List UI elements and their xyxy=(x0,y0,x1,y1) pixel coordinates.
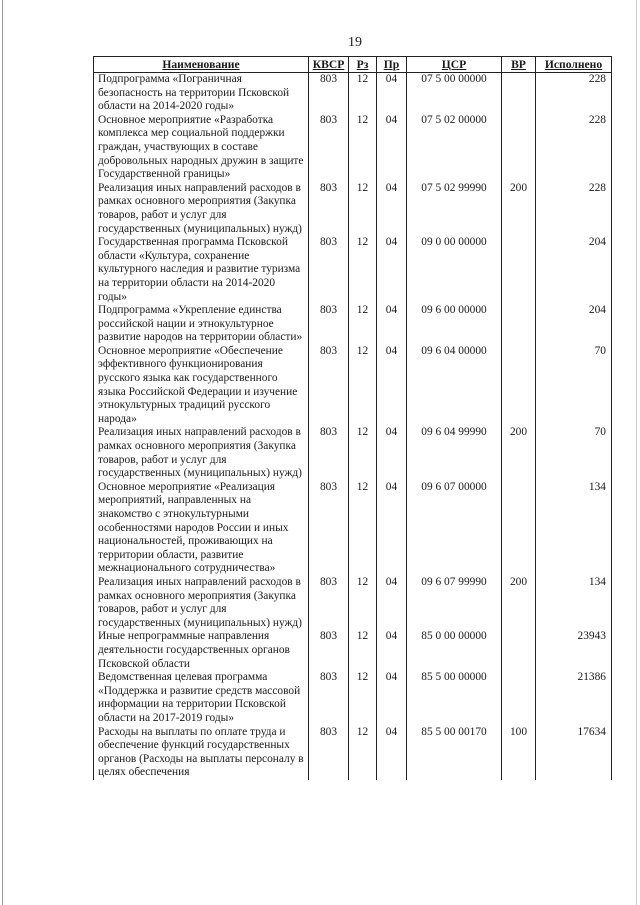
header-pr: Пр xyxy=(377,57,407,73)
cell-rz: 12 xyxy=(349,304,377,345)
cell-pr: 04 xyxy=(377,182,407,236)
cell-kvsr: 803 xyxy=(309,304,349,345)
table-row xyxy=(94,73,612,114)
cell-pr: 04 xyxy=(377,576,407,630)
cell-vr xyxy=(502,345,536,427)
cell-csr: 09 6 00 00000 xyxy=(407,304,502,345)
cell-kvsr: 803 xyxy=(309,630,349,671)
cell-vr xyxy=(502,630,536,671)
cell-amount: 134 xyxy=(536,576,612,630)
header-name: Наименование xyxy=(94,57,309,73)
cell-csr: 07 5 00 00000 xyxy=(407,73,502,114)
scan-edge-right xyxy=(636,0,637,905)
cell-csr: 07 5 02 00000 xyxy=(407,114,502,182)
cell-vr xyxy=(502,481,536,576)
cell-pr: 04 xyxy=(377,304,407,345)
cell-amount: 17634 xyxy=(536,726,612,780)
cell-csr: 09 6 04 00000 xyxy=(407,345,502,427)
cell-name: Реализация иных направлений расходов в рамках основного мероприятия (Закупка товаров, работ и услуг для государственных (муниципальных) нужд) xyxy=(94,576,309,630)
cell-pr: 04 xyxy=(377,630,407,671)
header-rz: Рз xyxy=(349,57,377,73)
table-row xyxy=(94,630,612,671)
cell-pr: 04 xyxy=(377,114,407,182)
cell-rz: 12 xyxy=(349,114,377,182)
table-row xyxy=(94,114,612,182)
cell-amount: 228 xyxy=(536,114,612,182)
cell-rz: 12 xyxy=(349,630,377,671)
cell-pr: 04 xyxy=(377,73,407,114)
cell-amount: 70 xyxy=(536,426,612,480)
table-header-row xyxy=(94,57,612,73)
cell-csr: 85 5 00 00170 xyxy=(407,726,502,780)
cell-name: Основное мероприятие «Обеспечение эффективного функционирования русского языка как государственного языка Российской Федерации и изучение этнокультурных традиций русского народа» xyxy=(94,345,309,427)
cell-name: Ведомственная целевая программа «Поддержка и развитие средств массовой информации на территории Псковской области на 2017-2019 годы» xyxy=(94,671,309,725)
cell-kvsr: 803 xyxy=(309,426,349,480)
cell-kvsr: 803 xyxy=(309,726,349,780)
cell-amount: 70 xyxy=(536,345,612,427)
cell-csr: 09 0 00 00000 xyxy=(407,236,502,304)
cell-name: Основное мероприятие «Разработка комплекса мер социальной поддержки граждан, участвующих в составе добровольных народных дружин в защите Государственной границы» xyxy=(94,114,309,182)
cell-vr xyxy=(502,236,536,304)
cell-csr: 07 5 02 99990 xyxy=(407,182,502,236)
cell-name: Подпрограмма «Укрепление единства российской нации и этнокультурное развитие народов на территории области» xyxy=(94,304,309,345)
cell-kvsr: 803 xyxy=(309,114,349,182)
cell-pr: 04 xyxy=(377,671,407,725)
cell-csr: 09 6 07 00000 xyxy=(407,481,502,576)
cell-csr: 85 0 00 00000 xyxy=(407,630,502,671)
cell-amount: 21386 xyxy=(536,671,612,725)
table-row xyxy=(94,426,612,480)
table-row xyxy=(94,236,612,304)
cell-rz: 12 xyxy=(349,671,377,725)
cell-kvsr: 803 xyxy=(309,73,349,114)
table-row xyxy=(94,671,612,725)
header-kvsr: КВСР xyxy=(309,57,349,73)
cell-kvsr: 803 xyxy=(309,182,349,236)
table-body xyxy=(94,73,612,780)
cell-vr: 200 xyxy=(502,576,536,630)
cell-vr: 200 xyxy=(502,426,536,480)
cell-rz: 12 xyxy=(349,426,377,480)
cell-name: Реализация иных направлений расходов в рамках основного мероприятия (Закупка товаров, работ и услуг для государственных (муниципальных) нужд) xyxy=(94,182,309,236)
table-row xyxy=(94,304,612,345)
cell-rz: 12 xyxy=(349,576,377,630)
table-row xyxy=(94,481,612,576)
cell-name: Основное мероприятие «Реализация мероприятий, направленных на знакомство с этнокультурными особенностями народов России и иных национальностей, проживающих на территории области, развитие межнационального сотрудничества» xyxy=(94,481,309,576)
cell-vr xyxy=(502,114,536,182)
table-row xyxy=(94,182,612,236)
cell-amount: 228 xyxy=(536,182,612,236)
budget-table xyxy=(93,56,612,780)
cell-amount: 204 xyxy=(536,236,612,304)
cell-vr xyxy=(502,73,536,114)
header-vr: ВР xyxy=(502,57,536,73)
page-number: 19 xyxy=(348,35,362,50)
cell-amount: 228 xyxy=(536,73,612,114)
cell-pr: 04 xyxy=(377,345,407,427)
cell-kvsr: 803 xyxy=(309,481,349,576)
cell-vr xyxy=(502,671,536,725)
cell-pr: 04 xyxy=(377,726,407,780)
cell-vr: 200 xyxy=(502,182,536,236)
scan-edge-left xyxy=(2,0,3,905)
cell-amount: 23943 xyxy=(536,630,612,671)
cell-kvsr: 803 xyxy=(309,345,349,427)
cell-rz: 12 xyxy=(349,726,377,780)
cell-name: Реализация иных направлений расходов в рамках основного мероприятия (Закупка товаров, работ и услуг для государственных (муниципальных) нужд) xyxy=(94,426,309,480)
header-csr: ЦСР xyxy=(407,57,502,73)
cell-name: Подпрограмма «Пограничная безопасность на территории Псковской области на 2014-2020 годы» xyxy=(94,73,309,114)
cell-csr: 09 6 04 99990 xyxy=(407,426,502,480)
cell-rz: 12 xyxy=(349,481,377,576)
cell-kvsr: 803 xyxy=(309,671,349,725)
cell-rz: 12 xyxy=(349,236,377,304)
cell-rz: 12 xyxy=(349,345,377,427)
cell-csr: 85 5 00 00000 xyxy=(407,671,502,725)
cell-amount: 204 xyxy=(536,304,612,345)
header-amount: Исполнено xyxy=(536,57,612,73)
cell-vr xyxy=(502,304,536,345)
cell-name: Расходы на выплаты по оплате труда и обеспечение функций государственных органов (Расходы на выплаты персоналу в целях обеспечения xyxy=(94,726,309,780)
cell-pr: 04 xyxy=(377,481,407,576)
cell-kvsr: 803 xyxy=(309,236,349,304)
cell-csr: 09 6 07 99990 xyxy=(407,576,502,630)
cell-rz: 12 xyxy=(349,73,377,114)
cell-name: Иные непрограммные направления деятельности государственных органов Псковской области xyxy=(94,630,309,671)
cell-name: Государственная программа Псковской области «Культура, сохранение культурного наследия и развитие туризма на территории области на 2014-2020 годы» xyxy=(94,236,309,304)
table-row xyxy=(94,726,612,780)
cell-kvsr: 803 xyxy=(309,576,349,630)
cell-rz: 12 xyxy=(349,182,377,236)
cell-pr: 04 xyxy=(377,426,407,480)
cell-amount: 134 xyxy=(536,481,612,576)
cell-pr: 04 xyxy=(377,236,407,304)
cell-vr: 100 xyxy=(502,726,536,780)
table-row xyxy=(94,576,612,630)
table-row xyxy=(94,345,612,427)
